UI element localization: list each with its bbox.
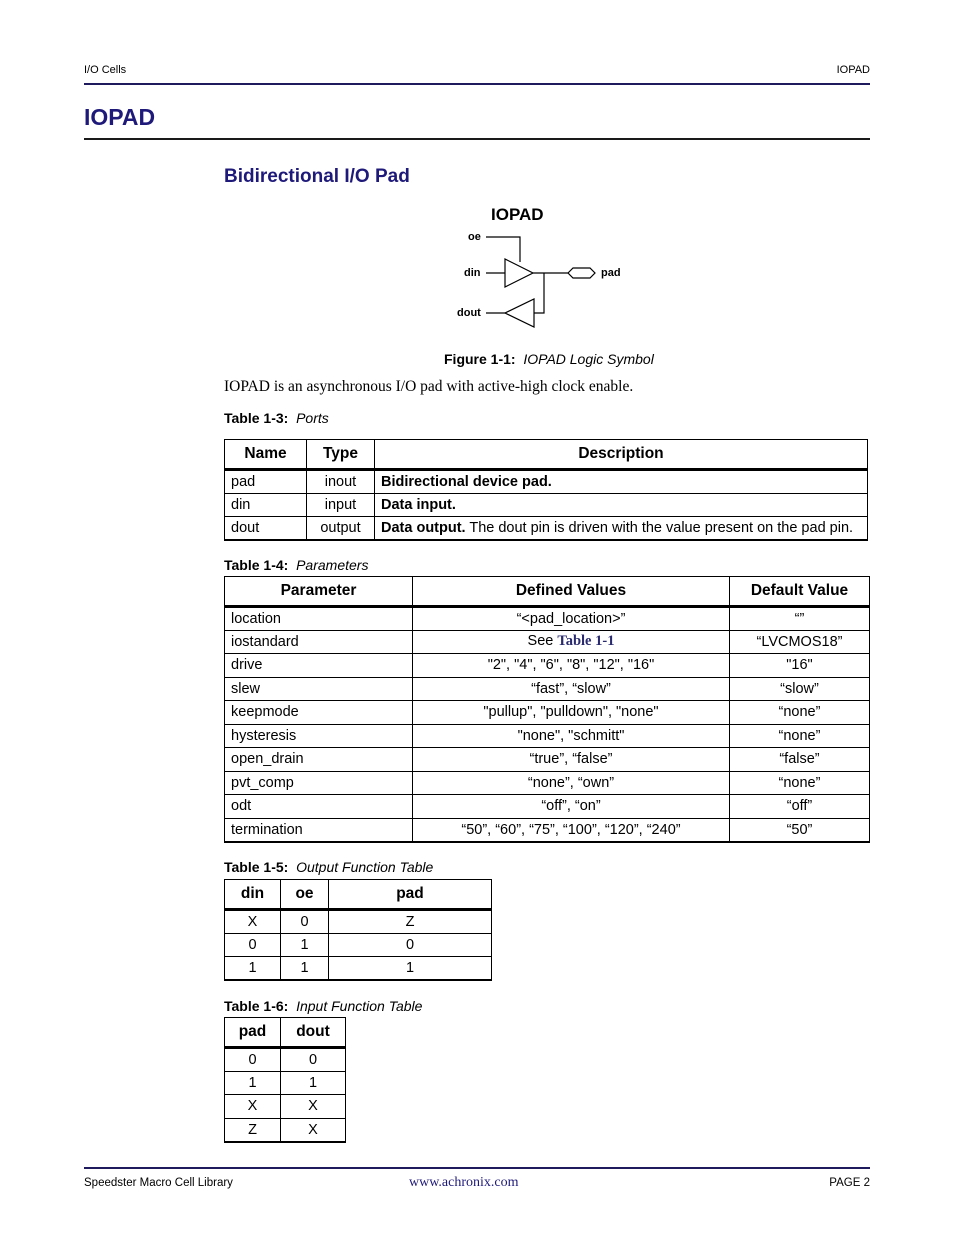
intro-paragraph: IOPAD is an asynchronous I/O pad with active-high clock enable. xyxy=(224,378,634,395)
table-cell: 1 xyxy=(281,957,329,981)
table-cell: X xyxy=(281,1095,346,1119)
table-cell: 0 xyxy=(225,933,281,957)
port-type: inout xyxy=(307,470,375,494)
port-description xyxy=(375,470,868,494)
column-header: dout xyxy=(281,1018,346,1048)
port-name: dout xyxy=(225,517,307,541)
param-values: "pullup", "pulldown", "none" xyxy=(413,701,730,725)
param-default: “none” xyxy=(730,724,870,748)
table-row xyxy=(225,517,868,541)
port-description-bold: Bidirectional device pad. xyxy=(381,473,552,490)
param-default: “” xyxy=(730,607,870,631)
table-cell: 0 xyxy=(225,1048,281,1072)
table-row xyxy=(225,470,868,494)
param-name: keepmode xyxy=(225,701,413,725)
oe-wire xyxy=(486,237,520,262)
ports-caption-label: Table 1-3: xyxy=(224,410,289,426)
table-header-row xyxy=(225,880,492,910)
table-cell: 0 xyxy=(281,910,329,934)
param-name: iostandard xyxy=(225,630,413,654)
param-values: “fast”, “slow” xyxy=(413,677,730,701)
table-cell: Z xyxy=(225,1118,281,1142)
column-header: Parameter xyxy=(225,577,413,607)
param-default: “none” xyxy=(730,701,870,725)
column-header: din xyxy=(225,880,281,910)
port-description xyxy=(375,517,868,541)
param-default: “none” xyxy=(730,771,870,795)
footer-library-name: Speedster Macro Cell Library xyxy=(84,1177,233,1189)
output-caption-label: Table 1-5: xyxy=(224,859,289,875)
table-row xyxy=(225,910,492,934)
table-row xyxy=(225,724,870,748)
header-section: I/O Cells xyxy=(84,64,127,76)
pin-label-din: din xyxy=(464,267,481,279)
param-name: termination xyxy=(225,818,413,842)
param-name: drive xyxy=(225,654,413,678)
param-values-prefix: See xyxy=(527,633,558,650)
ports-table-caption xyxy=(224,410,329,426)
table-row xyxy=(225,748,870,772)
table-cell: 1 xyxy=(281,1071,346,1095)
table-row xyxy=(225,957,492,981)
column-header: Defined Values xyxy=(413,577,730,607)
param-name: odt xyxy=(225,795,413,819)
header-rule xyxy=(84,83,870,85)
param-name: location xyxy=(225,607,413,631)
table-row xyxy=(225,1095,346,1119)
table-header-row xyxy=(225,577,870,607)
page-title: IOPAD xyxy=(84,104,156,130)
port-description-rest: The dout pin is driven with the value present on the pad pin. xyxy=(465,520,854,536)
param-values: “off”, “on” xyxy=(413,795,730,819)
param-values: “true”, “false” xyxy=(413,748,730,772)
table-cell: 1 xyxy=(329,957,492,981)
column-header: pad xyxy=(225,1018,281,1048)
table-row xyxy=(225,818,870,842)
params-table xyxy=(224,576,870,843)
table-row xyxy=(225,795,870,819)
ports-caption-text: Ports xyxy=(296,410,329,426)
param-default: “slow” xyxy=(730,677,870,701)
title-rule xyxy=(84,138,870,140)
pin-label-oe: oe xyxy=(468,231,481,243)
figure-caption-text: IOPAD Logic Symbol xyxy=(523,351,654,367)
param-values xyxy=(413,630,730,654)
header-topic: IOPAD xyxy=(836,64,870,76)
input-caption-label: Table 1-6: xyxy=(224,998,289,1014)
port-description xyxy=(375,493,868,517)
param-default: “false” xyxy=(730,748,870,772)
output-function-table xyxy=(224,879,492,981)
table-row xyxy=(225,607,870,631)
table-row xyxy=(225,1118,346,1142)
param-default: “50” xyxy=(730,818,870,842)
pin-label-pad: pad xyxy=(601,267,621,279)
param-name: hysteresis xyxy=(225,724,413,748)
table-cell: 0 xyxy=(281,1048,346,1072)
output-caption-text: Output Function Table xyxy=(296,859,434,875)
table-cell: 1 xyxy=(225,957,281,981)
table-cell: Z xyxy=(329,910,492,934)
param-name: open_drain xyxy=(225,748,413,772)
output-buffer-triangle xyxy=(505,259,533,287)
input-buffer-triangle xyxy=(505,299,534,327)
param-default: “LVCMOS18” xyxy=(730,630,870,654)
port-type: output xyxy=(307,517,375,541)
input-caption-text: Input Function Table xyxy=(296,998,423,1014)
ports-table xyxy=(224,439,868,541)
table-1-1-link[interactable]: Table 1-1 xyxy=(557,633,615,650)
table-row xyxy=(225,701,870,725)
symbol-title: IOPAD xyxy=(491,205,544,224)
port-description-bold: Data input. xyxy=(381,496,456,513)
port-description-bold: Data output. xyxy=(381,520,466,536)
table-cell: X xyxy=(225,910,281,934)
table-row xyxy=(225,1048,346,1072)
column-header: Default Value xyxy=(730,577,870,607)
footer-website-link[interactable]: www.achronix.com xyxy=(409,1175,519,1190)
figure-caption xyxy=(444,351,654,367)
table-row xyxy=(225,677,870,701)
iopad-logic-symbol xyxy=(440,200,640,335)
params-caption-text: Parameters xyxy=(296,557,369,573)
table-cell: 1 xyxy=(225,1071,281,1095)
table-cell: X xyxy=(225,1095,281,1119)
table-header-row xyxy=(225,1018,346,1048)
table-row xyxy=(225,654,870,678)
column-header: Description xyxy=(375,440,868,470)
footer-page-number: PAGE 2 xyxy=(829,1177,870,1189)
param-values: “none”, “own” xyxy=(413,771,730,795)
param-name: slew xyxy=(225,677,413,701)
section-subtitle: Bidirectional I/O Pad xyxy=(224,166,410,187)
param-default: "16" xyxy=(730,654,870,678)
column-header: Type xyxy=(307,440,375,470)
param-name: pvt_comp xyxy=(225,771,413,795)
pin-label-dout: dout xyxy=(457,307,481,319)
port-type: input xyxy=(307,493,375,517)
param-values: "2", "4", "6", "8", "12", "16" xyxy=(413,654,730,678)
footer-rule xyxy=(84,1167,870,1169)
input-table-caption xyxy=(224,998,422,1014)
column-header: Name xyxy=(225,440,307,470)
pad-connector xyxy=(568,268,595,278)
feedback-wire xyxy=(534,273,544,313)
params-caption-label: Table 1-4: xyxy=(224,557,289,573)
table-cell: 0 xyxy=(329,933,492,957)
param-default: “off” xyxy=(730,795,870,819)
table-cell: 1 xyxy=(281,933,329,957)
param-values: “50”, “60”, “75”, “100”, “120”, “240” xyxy=(413,818,730,842)
port-name: pad xyxy=(225,470,307,494)
column-header: oe xyxy=(281,880,329,910)
param-values: “<pad_location>” xyxy=(413,607,730,631)
figure-caption-label: Figure 1-1: xyxy=(444,351,516,367)
table-cell: X xyxy=(281,1118,346,1142)
param-values: "none", "schmitt" xyxy=(413,724,730,748)
table-row xyxy=(225,1071,346,1095)
table-row xyxy=(225,771,870,795)
params-table-caption xyxy=(224,557,368,573)
table-row xyxy=(225,493,868,517)
output-table-caption xyxy=(224,859,433,875)
input-function-table xyxy=(224,1017,346,1143)
column-header: pad xyxy=(329,880,492,910)
table-row xyxy=(225,630,870,654)
table-row xyxy=(225,933,492,957)
port-name: din xyxy=(225,493,307,517)
table-header-row xyxy=(225,440,868,470)
